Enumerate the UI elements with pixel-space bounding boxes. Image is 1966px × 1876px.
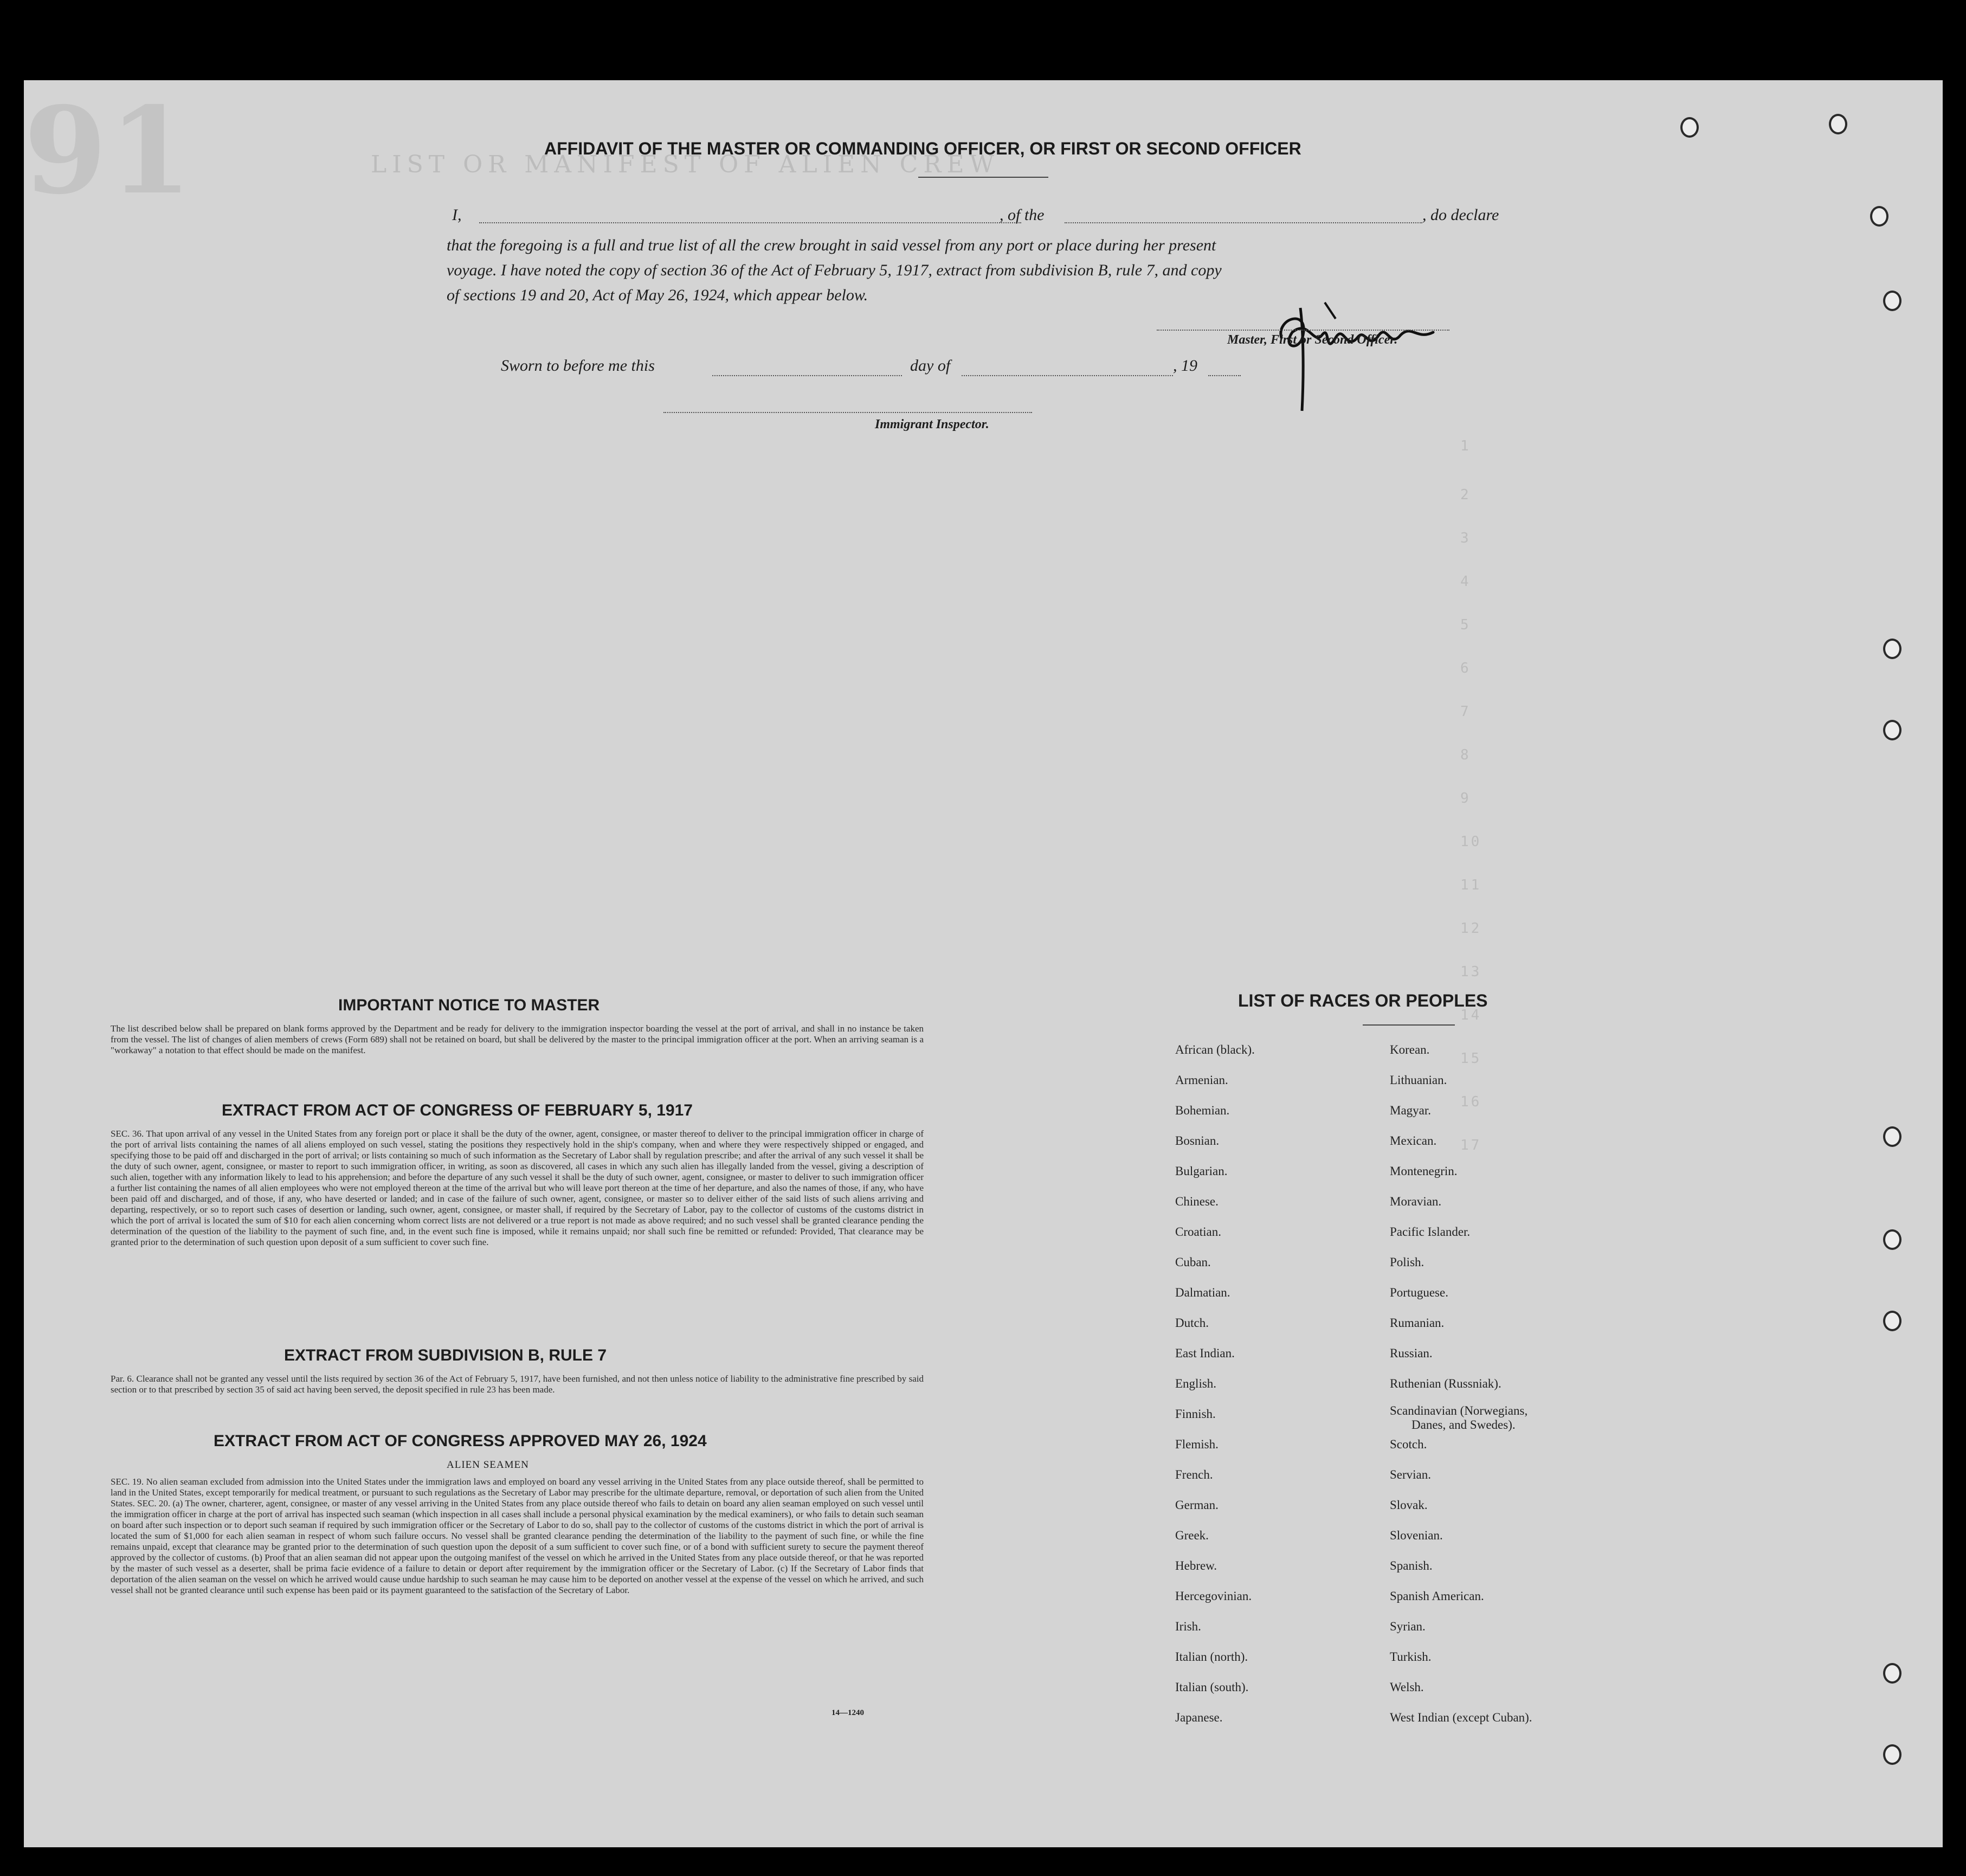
race-item: French. bbox=[1175, 1468, 1213, 1481]
race-item: Flemish. bbox=[1175, 1437, 1219, 1451]
sworn-year-field[interactable] bbox=[1208, 375, 1241, 376]
master-label: Master, First or Second Officer. bbox=[1227, 333, 1398, 347]
master-signature-line bbox=[1157, 330, 1449, 331]
races-title-underline bbox=[1363, 1024, 1455, 1026]
of-the-label: , of the bbox=[1000, 206, 1045, 224]
affidavit-line-1: that the foregoing is a full and true list of all the crew brought in said vessel from any port or place during her present bbox=[447, 236, 1216, 254]
rule7-body: Par. 6. Clearance shall not be granted any vessel until the lists required by section 36 of the Act of February 5, 1917, have been furnished, and not then unless notice of liability to the administrative fine prescribed by said section or to that prescribed by section 35 of said act having been served, the deposit specified in rule 23 has been made. bbox=[111, 1374, 924, 1395]
binder-hole-icon bbox=[1883, 1311, 1901, 1331]
race-item: Dalmatian. bbox=[1175, 1286, 1230, 1299]
race-item: Spanish. bbox=[1390, 1559, 1433, 1572]
race-item: Servian. bbox=[1390, 1468, 1432, 1481]
affidavit-title: AFFIDAVIT OF THE MASTER OR COMMANDING OFFICER, OR FIRST OR SECOND OFFICER bbox=[544, 139, 1301, 158]
race-item: German. bbox=[1175, 1498, 1219, 1512]
binder-hole-icon bbox=[1883, 1229, 1901, 1250]
race-item: Bohemian. bbox=[1175, 1104, 1230, 1117]
race-item: Irish. bbox=[1175, 1620, 1201, 1633]
race-item: Lithuanian. bbox=[1390, 1073, 1447, 1087]
race-item: Turkish. bbox=[1390, 1650, 1432, 1664]
binder-hole-icon bbox=[1870, 206, 1888, 227]
extract-1917-body: SEC. 36. That upon arrival of any vessel in the United States from any foreign port or place it shall be the duty of the owner, agent, consignee, or master thereof to deliver to the principal immigration officer in charge of the port of arrival lists containing the names of all aliens employed on such vessel, stating the positions they respectively hold in the ship's company, when and where they were respectively shipped or engaged, and specifying those to be paid off and discharged in the port of arrival; or lists containing so much of such information as the Secretary of Labor shall by regulation prescribe; and after the arrival of any such vessel it shall be the duty of such owner, agent, consignee, or master to report to such immigration officer, in writing, as soon as discovered, all cases in which any such alien has illegally landed from the vessel, giving a description of such alien, together with any information likely to lead to his apprehension; and before the departure of any such vessel it shall be the duty of such owner, agent, consignee, or master to deliver to such immigration officer a further list containing the names of all alien employees who were not employed thereon at the time of the arrival but who will leave port thereon at the time of her departure, and also the names of those, if any, who have been paid off and discharged, and of those, if any, who have deserted or landed; and in case of the failure of such owner, agent, consignee, or master so to deliver either of the said lists of such aliens arriving and departing, respectively, or so to report such cases of desertion or landing, such owner, agent, consignee, or master shall, if required by the Secretary of Labor, pay to the collector of customs of the customs district in which the port of arrival is located the sum of $10 for each alien concerning whom correct lists are not delivered or a true report is not made as above required; and no such vessel shall be granted clearance pending the determination of the question of the liability to the payment of such fine, and, in the event such fine is imposed, while it remains unpaid; nor shall such fine be remitted or refunded: Provided, That clearance may be granted prior to the determination of such question upon deposit of a sum sufficient to cover such fine. bbox=[111, 1129, 924, 1247]
binder-hole-icon bbox=[1829, 114, 1847, 134]
rule7-title: EXTRACT FROM SUBDIVISION B, RULE 7 bbox=[284, 1346, 607, 1364]
do-declare-label: , do declare bbox=[1422, 206, 1499, 224]
binder-hole-icon bbox=[1883, 720, 1901, 740]
inspector-signature-line bbox=[663, 412, 1032, 413]
day-of-label: day of bbox=[910, 357, 951, 375]
notice-body: The list described below shall be prepared on blank forms approved by the Department and be ready for delivery to the immigration inspector boarding the vessel at the port of arrival, and shall in no instance be taken from the vessel. The list of changes of alien members of crews (Form 689) shall not be retained on board, but shall be delivered by the master to the principal immigration officer at the port. When an arriving seaman is a "workaway" a notation to that effect should be made on the manifest. bbox=[111, 1023, 924, 1055]
extract-1917-title: EXTRACT FROM ACT OF CONGRESS OF FEBRUARY 5, 1917 bbox=[222, 1101, 693, 1119]
binder-hole-icon bbox=[1883, 1744, 1901, 1765]
sworn-month-field[interactable] bbox=[962, 375, 1173, 376]
year-label: , 19 bbox=[1173, 357, 1197, 375]
race-item: Slovenian. bbox=[1390, 1529, 1443, 1542]
race-item: East Indian. bbox=[1175, 1346, 1235, 1360]
binder-hole-icon bbox=[1883, 639, 1901, 659]
race-item: Dutch. bbox=[1175, 1316, 1209, 1330]
race-item: English. bbox=[1175, 1377, 1217, 1390]
race-item: Italian (south). bbox=[1175, 1680, 1249, 1694]
sworn-line bbox=[501, 357, 1260, 378]
declarant-prefix: I, bbox=[452, 206, 462, 224]
inspector-label: Immigrant Inspector. bbox=[875, 417, 989, 431]
race-item: Rumanian. bbox=[1390, 1316, 1445, 1330]
race-item: Greek. bbox=[1175, 1529, 1209, 1542]
race-item: Magyar. bbox=[1390, 1104, 1432, 1117]
extract-1924-subtitle: ALIEN SEAMEN bbox=[447, 1459, 529, 1471]
race-item: Korean. bbox=[1390, 1043, 1430, 1056]
affidavit-line-3: of sections 19 and 20, Act of May 26, 1924, which appear below. bbox=[447, 286, 868, 304]
race-item: Hebrew. bbox=[1175, 1559, 1217, 1572]
race-item: Bulgarian. bbox=[1175, 1164, 1228, 1178]
races-title: LIST OF RACES OR PEOPLES bbox=[1238, 991, 1488, 1010]
race-item: Cuban. bbox=[1175, 1255, 1211, 1269]
notice-title: IMPORTANT NOTICE TO MASTER bbox=[338, 996, 600, 1014]
race-item: Armenian. bbox=[1175, 1073, 1228, 1087]
race-item: Chinese. bbox=[1175, 1195, 1219, 1208]
race-item: Russian. bbox=[1390, 1346, 1433, 1360]
race-item: Danes, and Swedes). bbox=[1411, 1418, 1516, 1432]
race-item: West Indian (except Cuban). bbox=[1390, 1711, 1532, 1724]
declarant-name-field[interactable] bbox=[479, 222, 1021, 223]
race-item: Polish. bbox=[1390, 1255, 1424, 1269]
race-item: Mexican. bbox=[1390, 1134, 1437, 1147]
race-item: Scotch. bbox=[1390, 1437, 1427, 1451]
race-item: Scandinavian (Norwegians, bbox=[1390, 1404, 1528, 1417]
race-item: Pacific Islander. bbox=[1390, 1225, 1471, 1239]
affidavit-line-i bbox=[452, 206, 1525, 224]
race-item: Portuguese. bbox=[1390, 1286, 1448, 1299]
document-page: LIST OR MANIFEST OF ALIEN CREW 91 1 2 3 4 5 6 7 8 9 10 11 12 13 14 15 16 17 AFFIDAVIT OF THE MASTER OR COMMANDING OFFICER, OR FIRST OR SECOND OFFICER I, , of the , do declare that the foregoing is a full and true list of all the crew brought in said vessel from any port or place during her present voyage. I have noted the copy of section 36 of the Act of February 5, 1917, extract from subdivision B, rule 7, and copy of sections 19 and 20, Act of May 26, 1924, which appear below. Master, First or Second Officer. Sworn to before me this day of , 19 Immigrant Inspector. IMPORTANT NOTICE TO MASTER The list described below shall be prepared on blank forms approved by the Department and be ready for delivery to the immigration inspector boarding the vessel at the port of arrival, and shall in no instance be taken from the vessel. The list of changes of alien members of crews (Form 689) shall not be retained on board, but shall be delivered by the master to the principal immigration officer at the port. When an arriving seaman is a "workaway" a notation to that effect should be made on the manifest. EXTRACT FROM ACT OF CONGRESS OF FEBRUARY 5, 1917 SEC. 36. That upon arrival of any vessel in the United States from any foreign port or place it shall be the duty of the owner, agent, consignee, or master thereof to deliver to the principal immigration officer in charge of the port of arrival lists containing the names of all aliens employed on such vessel, stating the positions they respectively hold in the ship's company, when and where they were respectively shipped or engaged, and specifying those to be paid off and discharged in the port of arrival; or lists containing so much of such information as the Secretary of Labor shall by regulation prescribe; and after the arrival of any such vessel it shall be the duty of such owner, agent, consignee, or master to report to such immigration officer, in writing, as soon as discovered, all cases in which any such alien has illegally landed from the vessel, giving a description of such alien, together with any information likely to lead to his apprehension; and before the departure of any such vessel it shall be the duty of such owner, agent, consignee, or master to deliver to such immigration officer a further list containing the names of all alien employees who were not employed thereon at the time of the arrival but who will leave port thereon at the time of her departure, and also the names of those, if any, who have been paid off and discharged, and of those, if any, who have deserted or landed; and in case of the failure of such owner, agent, consignee, or master so to deliver either of the said lists of such aliens arriving and departing, respectively, or so to report such cases of desertion or landing, such owner, agent, consignee, or master shall, if required by the Secretary of Labor, pay to the collector of customs of the customs district in which the port of arrival is located the sum of $10 for each alien concerning whom correct lists are not delivered or a true report is not made as above required; and no such vessel shall be granted clearance pending the determination of the question of the liability to the payment of such fine, and, in the event such fine is imposed, while it remains unpaid; nor shall such fine be remitted or refunded: Provided, That clearance may be granted prior to the determination of such question upon deposit of a sum sufficient to cover such fine. EXTRACT FROM SUBDIVISION B, RULE 7 Par. 6. Clearance shall not be granted any vessel until the lists required by section 36 of the Act of February 5, 1917, have been furnished, and not then unless notice of liability to the administrative fine prescribed by said section or to that prescribed by section 35 of said act having been served, the deposit specified in rule 23 has been made. EXTRACT FROM ACT OF CONGRESS APPROVED MAY 26, 1924 ALIEN SEAMEN SEC. 19. No alien seaman excluded from admission into the United States under the immigration laws and employed on board any vessel arriving in the United States from any place outside thereof, shall be permitted to land in the United States, except temporarily for medical treatment, or pursuant to such regulations as the Secretary of Labor may prescribe for the ultimate departure, removal, or deportation of such alien from the United States. SEC. 20. (a) The owner, charterer, agent, consignee, or master of any vessel arriving in the United States from any place outside thereof who fails to detain on board any alien seaman employed on such vessel until the immigration officer in charge at the port of arrival has inspected such seaman (which inspection in all cases shall include a personal physical examination by the medical examiners), or who fails to detain such seaman on board after such inspection or to deport such seaman if required by such immigration officer or the Secretary of Labor to do so, shall pay to the collector of customs of the customs district in which the port of arrival is located the sum of $1,000 for each alien seaman in respect of whom such failure occurs. No vessel shall be granted clearance pending the determination of the liability to the payment of such fine, or while the fine remains unpaid, except that clearance may be granted prior to the determination of such question upon the deposit of a sum sufficient to cover such fine, or of a bond with sufficient surety to secure the payment thereof approved by the collector of customs. (b) Proof that an alien seaman did not appear upon the outgoing manifest of the vessel on which he arrived in the United States from any place outside thereof, or that he was reported by the master of such vessel as a deserter, shall be prima facie evidence of a failure to detain or deport after requirement by the immigration officer or the Secretary of Labor. (c) If the Secretary of Labor finds that deportation of the alien seaman on the vessel on which he arrived would cause undue hardship to such seaman he may cause him to be deported on another vessel at the expense of the vessel on which he arrived, and such vessel shall not be granted clearance until such expense has been paid or its payment guaranteed to the satisfaction of the Secretary of Labor. 14—1240 LIST OF RACES OR PEOPLES African (black). Armenian. Bohemian. Bosnian. Bulgarian. Chinese. Croatian. Cuban. Dalmatian. Dutch. East Indian. English. Finnish. Flemish. French. German. Greek. Hebrew. Hercegovinian. Irish. Italian (north). Italian (south). Japanese. Korean. Lithuanian. Magyar. Mexican. Montenegrin. Moravian. Pacific Islander. Polish. Portuguese. Rumanian. Russian. Ruthenian (Russniak). Scandinavian (Norwegians, Danes, and Swedes). Scotch. Servian. Slovak. Slovenian. Spanish. Spanish American. Syrian. Turkish. Welsh. West Indian (except Cuban). bbox=[24, 80, 1943, 1847]
race-item: Montenegrin. bbox=[1390, 1164, 1458, 1178]
race-item: Welsh. bbox=[1390, 1680, 1424, 1694]
race-item: Italian (north). bbox=[1175, 1650, 1248, 1664]
title-underline bbox=[918, 177, 1048, 178]
race-item: Japanese. bbox=[1175, 1711, 1223, 1724]
extract-1924-body: SEC. 19. No alien seaman excluded from admission into the United States under the immigration laws and employed on board any vessel arriving in the United States from any place outside thereof, shall be permitted to land in the United States, except temporarily for medical treatment, or pursuant to such regulations as the Secretary of Labor may prescribe for the ultimate departure, removal, or deportation of such alien from the United States. SEC. 20. (a) The owner, charterer, agent, consignee, or master of any vessel arriving in the United States from any place outside thereof who fails to detain on board any alien seaman employed on such vessel until the immigration officer in charge at the port of arrival has inspected such seaman (which inspection in all cases shall include a personal physical examination by the medical examiners), or who fails to detain such seaman on board after such inspection or to deport such seaman if required by such immigration officer or the Secretary of Labor to do so, shall pay to the collector of customs of the customs district in which the port of arrival is located the sum of $1,000 for each alien seaman in respect of whom such failure occurs. No vessel shall be granted clearance pending the determination of the liability to the payment of such fine, or while the fine remains unpaid, except that clearance may be granted prior to the determination of such question upon the deposit of a sum sufficient to cover such fine, or of a bond with sufficient surety to secure the payment thereof approved by the collector of customs. (b) Proof that an alien seaman did not appear upon the outgoing manifest of the vessel on which he arrived in the United States from any place outside thereof, or that he was reported by the master of such vessel as a deserter, shall be prima facie evidence of a failure to detain or deport after requirement by the immigration officer or the Secretary of Labor. (c) If the Secretary of Labor finds that deportation of the alien seaman on the vessel on which he arrived would cause undue hardship to such seaman he may cause him to be deported on another vessel at the expense of the vessel on which he arrived, and such vessel shall not be granted clearance until such expense has been paid or its payment guaranteed to the satisfaction of the Secretary of Labor. bbox=[111, 1477, 924, 1595]
vessel-name-field[interactable] bbox=[1065, 222, 1422, 223]
extract-1924-title: EXTRACT FROM ACT OF CONGRESS APPROVED MAY 26, 1924 bbox=[214, 1432, 707, 1450]
race-item: Moravian. bbox=[1390, 1195, 1442, 1208]
binder-hole-icon bbox=[1883, 1126, 1901, 1147]
affidavit-line-2: voyage. I have noted the copy of section 36 of the Act of February 5, 1917, extract from subdivision B, rule 7, and copy bbox=[447, 261, 1222, 279]
race-item: Bosnian. bbox=[1175, 1134, 1220, 1147]
form-number: 14—1240 bbox=[831, 1709, 864, 1717]
race-item: Ruthenian (Russniak). bbox=[1390, 1377, 1501, 1390]
race-item: African (black). bbox=[1175, 1043, 1255, 1056]
master-signature bbox=[1271, 286, 1444, 416]
race-item: Finnish. bbox=[1175, 1407, 1216, 1421]
race-item: Hercegovinian. bbox=[1175, 1589, 1252, 1603]
race-item: Syrian. bbox=[1390, 1620, 1426, 1633]
race-item: Croatian. bbox=[1175, 1225, 1221, 1239]
binder-hole-icon bbox=[1680, 117, 1699, 138]
race-item: Slovak. bbox=[1390, 1498, 1428, 1512]
sworn-day-field[interactable] bbox=[712, 375, 902, 376]
binder-hole-icon bbox=[1883, 291, 1901, 311]
binder-hole-icon bbox=[1883, 1663, 1901, 1684]
sworn-label: Sworn to before me this bbox=[501, 357, 655, 375]
race-item: Spanish American. bbox=[1390, 1589, 1484, 1603]
